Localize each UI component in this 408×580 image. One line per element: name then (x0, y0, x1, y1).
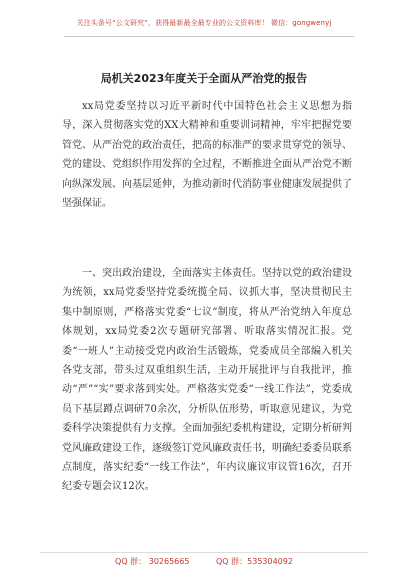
footer-qq-group-1: QQ 群： 30265665 (115, 557, 190, 566)
footer-bar (0, 556, 408, 567)
header-divider (64, 36, 354, 37)
paragraph-section-1: 一、突出政治建设，全面落实主体责任。坚持以党的政治建设为统领，xx局党委坚持党委统揽全局、议抓大事，坚决贯彻民主集中制原则，严格落实党委“七议”制度，将从严治党纳入年度总体规划，xx局党委2次专题研究部署、听取落实情况汇报。党委“一班人”主动接受党内政治生活锻炼，党委成员全部编入机关各党支部，带头过双重组织生活，主动开展批评与自我批评，推动“严”“实”要求落到实处。严格落实党委“一线工作法”，党委成员下基层蹲点调研70余次，分析队伍形势，听取意见建议，为党委科学决策提供有力支撑。全面加强纪委机构建设，定期分析研判党风廉政建设工作，逐级签订党风廉政责任书，明确纪委委员联系点制度，落实纪委“一线工作法”，年内议廉议审议管16次，召开纪委专题会议12次。 (62, 268, 352, 493)
footer-divider (40, 552, 368, 553)
header-banner: 关注头条号“公文研究”，获得最新最全最专业的公文资料库！ 微信：gongwenyj (76, 19, 332, 27)
paragraph-intro: xx局党委坚持以习近平新时代中国特色社会主义思想为指导，深入贯彻落实党的XX大精神和重要训词精神，牢牢把握党要管党、从严治党的政治责任，把高的标准严的要求贯穿党的领导、党的建设、党组织作用发挥的全过程，不断推进全面从严治党不断向纵深发展、向基层延伸，为推动新时代消防事业健康发展提供了坚强保证。 (62, 101, 352, 210)
document-title: 局机关2023年度关于全面从严治党的报告 (100, 72, 308, 85)
footer-qq-group-2: QQ 群：535304092 (216, 557, 293, 566)
